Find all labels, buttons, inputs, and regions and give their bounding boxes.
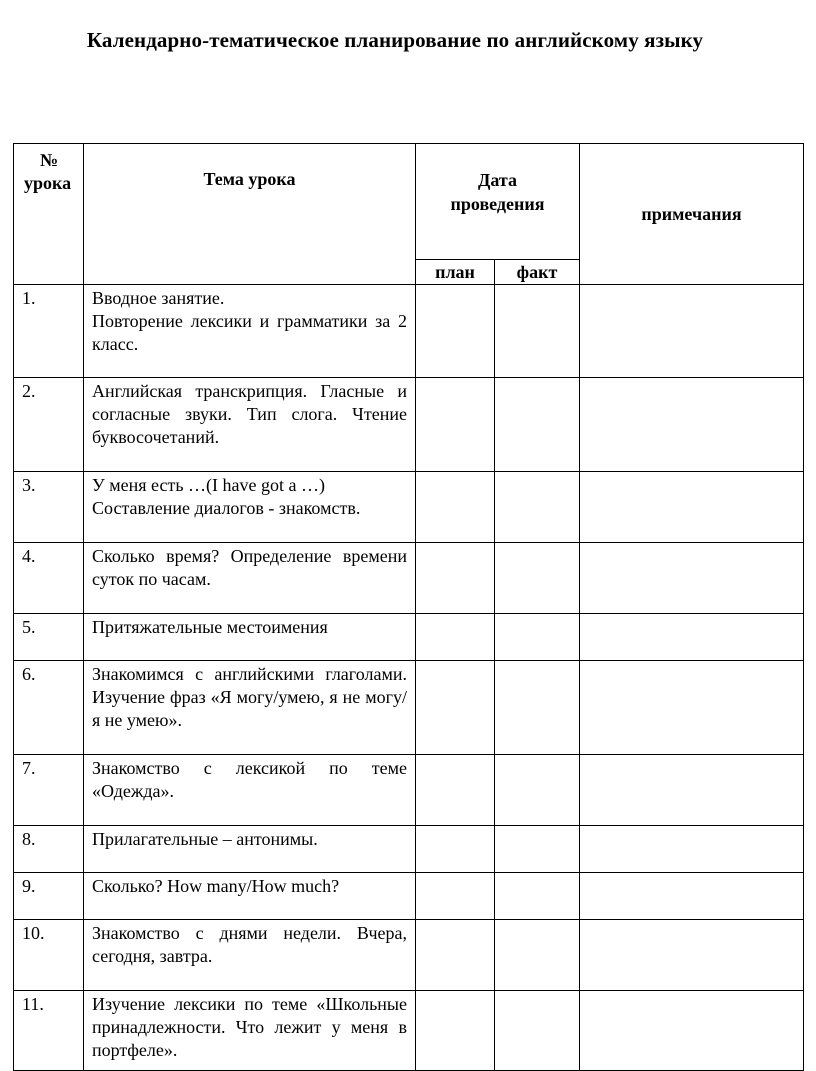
lesson-topic-text: Сколько время? Определение времени суток по часам. bbox=[92, 546, 407, 589]
plan-date-cell bbox=[416, 285, 495, 378]
lesson-topic-text: Знакомство с днями недели. Вчера, сегодня, завтра. bbox=[92, 923, 407, 966]
fact-date-cell bbox=[495, 543, 580, 614]
lesson-topic-cell bbox=[84, 991, 416, 1071]
notes-cell bbox=[580, 614, 804, 661]
header-topic: Тема урока bbox=[84, 144, 416, 285]
fact-date-cell bbox=[495, 378, 580, 472]
lesson-number-cell: 8. bbox=[14, 826, 84, 873]
lesson-topic-cell bbox=[84, 543, 416, 614]
fact-date-cell bbox=[495, 991, 580, 1071]
plan-date-cell bbox=[416, 755, 495, 826]
header-number-label: урока bbox=[24, 173, 72, 193]
notes-cell bbox=[580, 873, 804, 920]
fact-date-cell bbox=[495, 614, 580, 661]
plan-date-cell bbox=[416, 661, 495, 755]
lesson-number-cell: 7. bbox=[14, 755, 84, 826]
header-date bbox=[416, 144, 580, 260]
lesson-number-cell: 4. bbox=[14, 543, 84, 614]
notes-cell bbox=[580, 661, 804, 755]
lesson-number-cell: 9. bbox=[14, 873, 84, 920]
table-row bbox=[14, 661, 804, 755]
plan-date-cell bbox=[416, 472, 495, 543]
lesson-number-cell: 3. bbox=[14, 472, 84, 543]
lesson-number-cell: 11. bbox=[14, 991, 84, 1071]
lesson-topic-cell bbox=[84, 378, 416, 472]
lesson-plan-table bbox=[13, 143, 804, 1071]
table-row bbox=[14, 920, 804, 991]
notes-cell bbox=[580, 543, 804, 614]
lesson-topic-text: У меня есть …(I have got a …) bbox=[92, 475, 325, 495]
lesson-topic-text: Притяжательные местоимения bbox=[92, 617, 328, 637]
lesson-topic-text: Прилагательные – антонимы. bbox=[92, 829, 318, 849]
table-row bbox=[14, 614, 804, 661]
plan-date-cell bbox=[416, 543, 495, 614]
lesson-topic-text: Знакомимся с английскими глаголами. Изучение фраз «Я могу/умею, я не могу/я не умею». bbox=[92, 664, 407, 730]
notes-cell bbox=[580, 755, 804, 826]
table-row bbox=[14, 285, 804, 378]
lesson-topic-cell bbox=[84, 826, 416, 873]
lesson-topic-text: Составление диалогов - знакомств. bbox=[92, 498, 361, 518]
plan-date-cell bbox=[416, 826, 495, 873]
table-row bbox=[14, 472, 804, 543]
table-row bbox=[14, 873, 804, 920]
lesson-topic-cell bbox=[84, 614, 416, 661]
fact-date-cell bbox=[495, 661, 580, 755]
lesson-topic-cell bbox=[84, 920, 416, 991]
header-notes: примечания bbox=[580, 144, 804, 285]
lesson-topic-cell bbox=[84, 285, 416, 378]
page-title: Календарно-тематическое планирование по английскому языку bbox=[86, 28, 704, 52]
lesson-number-cell: 2. bbox=[14, 378, 84, 472]
header-date-line2: проведения bbox=[450, 194, 545, 214]
lesson-topic-text: Знакомство с лексикой по теме «Одежда». bbox=[92, 758, 407, 801]
notes-cell bbox=[580, 472, 804, 543]
lesson-topic-text: Повторение лексики и грамматики за 2 класс. bbox=[92, 311, 407, 354]
table-header-row bbox=[14, 144, 804, 260]
notes-cell bbox=[580, 826, 804, 873]
header-fact: факт bbox=[495, 260, 580, 285]
lesson-topic-cell bbox=[84, 472, 416, 543]
plan-date-cell bbox=[416, 873, 495, 920]
fact-date-cell bbox=[495, 285, 580, 378]
lesson-topic-text: Английская транскрипция. Гласные и согласные звуки. Тип слога. Чтение буквосочетаний. bbox=[92, 381, 407, 447]
header-number-sign: № bbox=[40, 150, 59, 170]
lesson-number-cell: 5. bbox=[14, 614, 84, 661]
table-row bbox=[14, 991, 804, 1071]
fact-date-cell bbox=[495, 826, 580, 873]
table-row bbox=[14, 378, 804, 472]
lesson-number-cell: 6. bbox=[14, 661, 84, 755]
plan-date-cell bbox=[416, 991, 495, 1071]
notes-cell bbox=[580, 920, 804, 991]
fact-date-cell bbox=[495, 472, 580, 543]
lesson-number-cell: 10. bbox=[14, 920, 84, 991]
plan-date-cell bbox=[416, 614, 495, 661]
header-date-line1: Дата bbox=[478, 170, 517, 190]
table-row bbox=[14, 755, 804, 826]
lesson-topic-cell bbox=[84, 873, 416, 920]
table-row bbox=[14, 543, 804, 614]
table-row bbox=[14, 826, 804, 873]
plan-date-cell bbox=[416, 920, 495, 991]
fact-date-cell bbox=[495, 873, 580, 920]
fact-date-cell bbox=[495, 920, 580, 991]
table-body bbox=[14, 285, 804, 1071]
header-plan: план bbox=[416, 260, 495, 285]
lesson-topic-text: Сколько? How many/How much? bbox=[92, 876, 340, 896]
lesson-topic-text: Изучение лексики по теме «Школьные принадлежности. Что лежит у меня в портфеле». bbox=[92, 994, 407, 1060]
lesson-topic-text: Вводное занятие. bbox=[92, 288, 225, 308]
lesson-topic-cell bbox=[84, 661, 416, 755]
notes-cell bbox=[580, 991, 804, 1071]
lesson-number-cell: 1. bbox=[14, 285, 84, 378]
fact-date-cell bbox=[495, 755, 580, 826]
header-lesson-number bbox=[14, 144, 84, 285]
notes-cell bbox=[580, 285, 804, 378]
lesson-topic-cell bbox=[84, 755, 416, 826]
plan-date-cell bbox=[416, 378, 495, 472]
notes-cell bbox=[580, 378, 804, 472]
